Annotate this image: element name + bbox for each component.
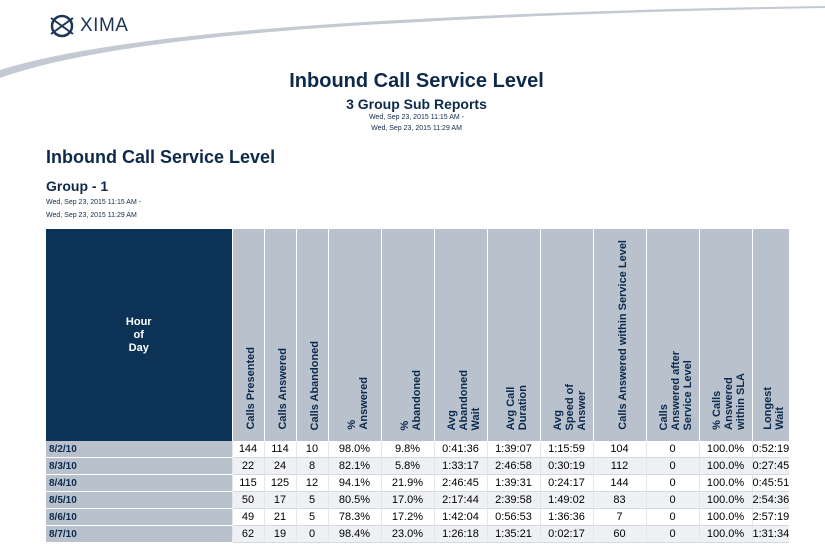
table-cell: 50	[232, 492, 264, 509]
column-header-calls-presented: Calls Presented	[232, 229, 264, 441]
table-cell: 1:39:31	[487, 475, 540, 492]
table-cell: 144	[593, 475, 646, 492]
table-cell: 0:45:51	[752, 475, 789, 492]
table-cell: 62	[232, 526, 264, 543]
row-date-cell: 8/5/10	[46, 492, 232, 509]
table-cell: 1:31:34	[752, 526, 789, 543]
column-header-avg-speed-of-answer: Avg Speed of Answer	[540, 229, 593, 441]
table-row	[46, 509, 789, 526]
table-cell: 78.3%	[328, 509, 381, 526]
row-date-cell: 8/3/10	[46, 458, 232, 475]
table-cell: 60	[593, 526, 646, 543]
table-cell: 21	[264, 509, 296, 526]
table-cell: 5	[296, 509, 328, 526]
table-cell: 0:30:19	[540, 458, 593, 475]
report-range-start: Wed, Sep 23, 2015 11:15 AM -	[368, 114, 465, 121]
table-cell: 2:39:58	[487, 492, 540, 509]
table-cell: 2:46:58	[487, 458, 540, 475]
table-cell: 0:52:19	[752, 441, 789, 458]
column-header-calls-abandoned: Calls Abandoned	[296, 229, 328, 441]
table-cell: 104	[593, 441, 646, 458]
column-header-pct-within-sla: % Calls Answered within SLA	[699, 229, 752, 441]
table-cell: 82.1%	[328, 458, 381, 475]
table-cell: 2:17:44	[434, 492, 487, 509]
table-header-row	[46, 229, 789, 441]
table-cell: 17.2%	[381, 509, 434, 526]
table-cell: 0	[646, 526, 699, 543]
table-cell: 0	[646, 509, 699, 526]
table-cell: 98.4%	[328, 526, 381, 543]
group-range-start: Wed, Sep 23, 2015 11:15 AM -	[46, 199, 142, 206]
table-cell: 7	[593, 509, 646, 526]
table-cell: 0	[646, 441, 699, 458]
column-header-pct-answered: % Answered	[328, 229, 381, 441]
table-row	[46, 458, 789, 475]
xima-logo-icon	[48, 14, 76, 38]
table-cell: 49	[232, 509, 264, 526]
table-cell: 100.0%	[699, 492, 752, 509]
table-cell: 22	[232, 458, 264, 475]
table-cell: 1:33:17	[434, 458, 487, 475]
table-cell: 1:42:04	[434, 509, 487, 526]
table-cell: 100.0%	[699, 458, 752, 475]
table-cell: 114	[264, 441, 296, 458]
table-cell: 12	[296, 475, 328, 492]
table-row	[46, 526, 789, 543]
table-cell: 83	[593, 492, 646, 509]
column-header-pct-abandoned: % Abandoned	[381, 229, 434, 441]
column-header-calls-answered: Calls Answered	[264, 229, 296, 441]
table-cell: 0:02:17	[540, 526, 593, 543]
table-cell: 94.1%	[328, 475, 381, 492]
table-cell: 1:36:36	[540, 509, 593, 526]
column-header-longest-wait: Longest Wait	[752, 229, 789, 441]
table-cell: 0	[646, 458, 699, 475]
group-title: Group - 1	[46, 178, 109, 194]
header-banner	[0, 0, 825, 80]
table-cell: 144	[232, 441, 264, 458]
table-cell: 0:56:53	[487, 509, 540, 526]
table-cell: 10	[296, 441, 328, 458]
table-cell: 24	[264, 458, 296, 475]
table-cell: 5.8%	[381, 458, 434, 475]
report-title: Inbound Call Service Level	[289, 70, 544, 92]
table-cell: 115	[232, 475, 264, 492]
table-row	[46, 441, 789, 458]
xima-logo	[48, 14, 128, 38]
table-row	[46, 475, 789, 492]
table-cell: 100.0%	[699, 475, 752, 492]
column-header-avg-abandoned-wait: Avg Abandoned Wait	[434, 229, 487, 441]
column-header-hour-of-day: Hour of Day	[46, 229, 232, 441]
service-level-table-container	[46, 229, 789, 559]
table-row	[46, 492, 789, 509]
table-cell: 2:54:36	[752, 492, 789, 509]
row-date-cell: 8/7/10	[46, 526, 232, 543]
table-cell: 1:49:02	[540, 492, 593, 509]
section-title: Inbound Call Service Level	[46, 147, 276, 167]
table-cell: 100.0%	[699, 526, 752, 543]
row-date-cell: 8/6/10	[46, 509, 232, 526]
column-header-avg-call-duration: Avg Call Duration	[487, 229, 540, 441]
table-cell: 80.5%	[328, 492, 381, 509]
row-date-cell: 8/4/10	[46, 475, 232, 492]
table-cell: 0:24:17	[540, 475, 593, 492]
table-cell: 17	[264, 492, 296, 509]
row-date-cell: 8/2/10	[46, 441, 232, 458]
table-cell: 17.0%	[381, 492, 434, 509]
table-cell: 112	[593, 458, 646, 475]
table-cell: 5	[296, 492, 328, 509]
table-cell: 0	[646, 492, 699, 509]
table-cell: 2:46:45	[434, 475, 487, 492]
table-cell: 1:15:59	[540, 441, 593, 458]
table-cell: 98.0%	[328, 441, 381, 458]
table-cell: 1:26:18	[434, 526, 487, 543]
table-cell: 0:41:36	[434, 441, 487, 458]
column-header-answered-after-sl: Calls Answered after Service Level	[646, 229, 699, 441]
report-range-end: Wed, Sep 23, 2015 11:29 AM	[371, 125, 462, 132]
table-cell: 9.8%	[381, 441, 434, 458]
service-level-table	[46, 229, 789, 543]
table-cell: 100.0%	[699, 509, 752, 526]
table-cell: 8	[296, 458, 328, 475]
table-cell: 0	[296, 526, 328, 543]
table-cell: 19	[264, 526, 296, 543]
table-cell: 1:39:07	[487, 441, 540, 458]
table-cell: 23.0%	[381, 526, 434, 543]
table-cell: 2:57:19	[752, 509, 789, 526]
logo-text: XIMA	[80, 15, 129, 36]
table-cell: 0:27:45	[752, 458, 789, 475]
table-cell: 100.0%	[699, 441, 752, 458]
table-cell: 125	[264, 475, 296, 492]
column-header-answered-within-sl: Calls Answered within Service Level	[593, 229, 646, 441]
table-cell: 0	[646, 475, 699, 492]
table-cell: 21.9%	[381, 475, 434, 492]
group-range-end: Wed, Sep 23, 2015 11:29 AM	[46, 212, 137, 219]
table-cell: 1:35:21	[487, 526, 540, 543]
report-subtitle: 3 Group Sub Reports	[346, 96, 487, 112]
